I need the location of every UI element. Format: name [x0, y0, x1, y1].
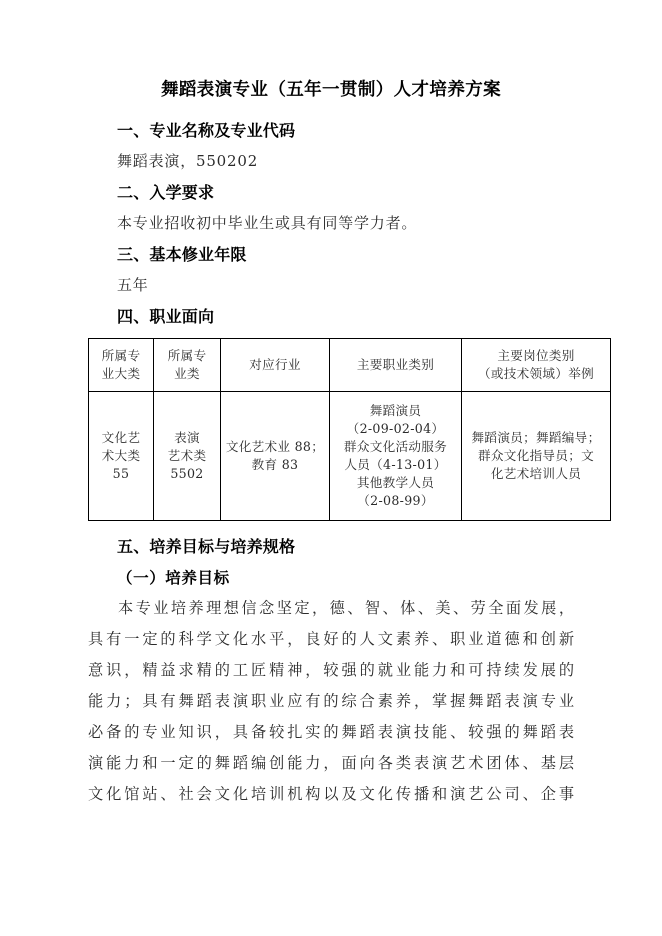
cell-line: 所属专 [101, 347, 141, 363]
cell-line: 教育 83 [251, 456, 299, 472]
cell-line: 群众文化指导员；文 [477, 447, 595, 463]
table-cell-position [462, 391, 611, 520]
occupation-table-wrapper [88, 338, 601, 521]
cell-line: （2-09-02-04） [346, 420, 445, 436]
table-row [89, 391, 611, 520]
cell-line: 5502 [170, 465, 204, 481]
cell-line: 其他教学人员 [356, 474, 435, 490]
paragraph-line: 具有一定的科学文化水平，良好的人文素养、职业道德和创新 [88, 629, 574, 648]
table-cell-occupation [330, 391, 462, 520]
heading-section-5: 五、培养目标与培养规格 [117, 536, 296, 556]
body-section-2: 本专业招收初中毕业生或具有同等学力者。 [117, 213, 418, 232]
heading-section-3: 三、基本修业年限 [117, 244, 247, 264]
spacer [88, 103, 574, 115]
table-header-cell-industry [221, 338, 330, 391]
table-header-cell-position [462, 338, 611, 391]
cell-line: 主要职业类别 [356, 356, 435, 372]
cell-line: （或技术领域）举例 [477, 365, 595, 381]
cell-line: 文化艺术业 88； [225, 438, 325, 454]
cell-line: 艺术类 [167, 447, 207, 463]
table-header-row [89, 338, 611, 391]
body-section-3: 五年 [117, 275, 149, 294]
cell-line: 术大类 [101, 447, 141, 463]
page-title: 舞蹈表演专业（五年一贯制）人才培养方案 [160, 80, 502, 100]
table-cell-category [154, 391, 221, 520]
cell-line: 所属专 [167, 347, 207, 363]
paragraph-line: 必备的专业知识，具备较扎实的舞蹈表演技能、较强的舞蹈表 [88, 722, 574, 741]
cell-line: 舞蹈演员 [369, 402, 422, 418]
heading-section-5-sub-1: （一）培养目标 [117, 567, 230, 587]
cell-line: 舞蹈演员；舞蹈编导； [471, 429, 601, 445]
cell-line: 对应行业 [249, 356, 301, 372]
paragraph-line: 演能力和一定的舞蹈编创能力，面向各类表演艺术团体、基层 [88, 753, 574, 772]
paragraph-line: 本专业培养理想信念坚定，德、智、体、美、劳全面发展， [118, 598, 574, 617]
cell-line: 化艺术培训人员 [490, 465, 582, 481]
table-header-cell-major-category [89, 338, 154, 391]
cell-line: 文化艺 [101, 429, 141, 445]
body-section-1: 舞蹈表演，550202 [117, 151, 259, 170]
paragraph-training-objective [88, 593, 574, 810]
cell-line: 群众文化活动服务 [343, 438, 448, 454]
cell-line: 55 [112, 465, 130, 481]
cell-line: 业大类 [101, 365, 141, 381]
heading-section-1: 一、专业名称及专业代码 [117, 120, 296, 140]
cell-line: （2-08-99） [357, 492, 434, 508]
occupation-table [88, 338, 611, 521]
paragraph-line: 能力；具有舞蹈表演职业应有的综合素养，掌握舞蹈表演专业 [88, 691, 574, 710]
cell-line: 人员（4-13-01） [344, 456, 447, 472]
table-cell-industry [221, 391, 330, 520]
cell-line: 主要岗位类别 [497, 347, 575, 363]
spacer [88, 521, 574, 531]
heading-section-2: 二、入学要求 [117, 182, 215, 202]
table-header-cell-category [154, 338, 221, 391]
cell-line: 业类 [174, 365, 200, 381]
heading-section-4: 四、职业面向 [117, 306, 215, 326]
table-header-cell-occupation [330, 338, 462, 391]
paragraph-line: 文化馆站、社会文化培训机构以及文化传播和演艺公司、企事 [88, 784, 574, 803]
paragraph-line: 意识，精益求精的工匠精神，较强的就业能力和可持续发展的 [88, 660, 574, 679]
table-cell-major-category [89, 391, 154, 520]
cell-line: 表演 [174, 429, 200, 445]
